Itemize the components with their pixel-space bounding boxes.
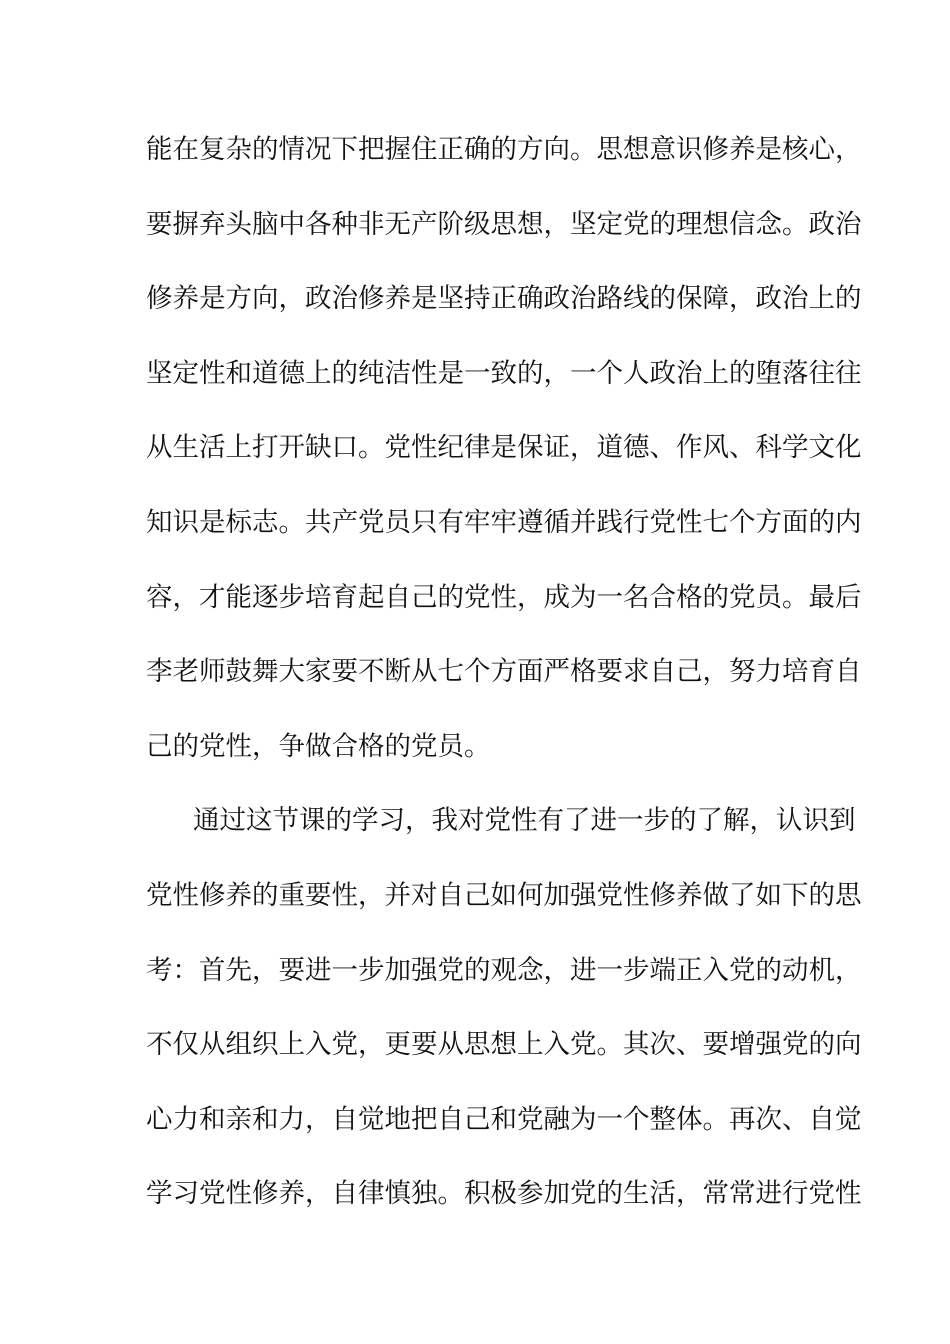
text-line: 心力和亲和力，自觉地把自己和党融为一个整体。再次、自觉 (146, 1103, 862, 1135)
text-line: 考：首先，要进一步加强党的观念，进一步端正入党的动机， (146, 954, 862, 986)
body-text (146, 122, 862, 1241)
text-line: 要摒弃头脑中各种非无产阶级思想，坚定党的理想信念。政治 (146, 208, 862, 240)
text-line: 通过这节课的学习，我对党性有了进一步的了解，认识到 (193, 805, 856, 837)
text-line: 坚定性和道德上的纯洁性是一致的，一个人政治上的堕落往往 (146, 357, 862, 389)
text-line: 不仅从组织上入党，更要从思想上入党。其次、要增强党的向 (146, 1029, 862, 1061)
text-line: 从生活上打开缺口。党性纪律是保证，道德、作风、科学文化 (146, 432, 862, 464)
text-line: 容，才能逐步培育起自己的党性，成为一名合格的党员。最后 (146, 581, 862, 613)
paragraph-1 (146, 122, 862, 793)
text-line: 学习党性修养，自律慎独。积极参加党的生活，常常进行党性 (146, 1178, 862, 1210)
text-line: 修养是方向，政治修养是坚持正确政治路线的保障，政治上的 (146, 283, 862, 315)
text-line: 能在复杂的情况下把握住正确的方向。思想意识修养是核心， (146, 134, 862, 165)
text-line: 知识是标志。共产党员只有牢牢遵循并践行党性七个方面的内 (146, 506, 862, 538)
text-line: 党性修养的重要性，并对自己如何加强党性修养做了如下的思 (146, 879, 862, 911)
text-line: 己的党性，争做合格的党员。 (146, 730, 491, 762)
paragraph-2 (146, 793, 862, 1241)
text-line: 李老师鼓舞大家要不断从七个方面严格要求自己，努力培育自 (146, 656, 862, 688)
